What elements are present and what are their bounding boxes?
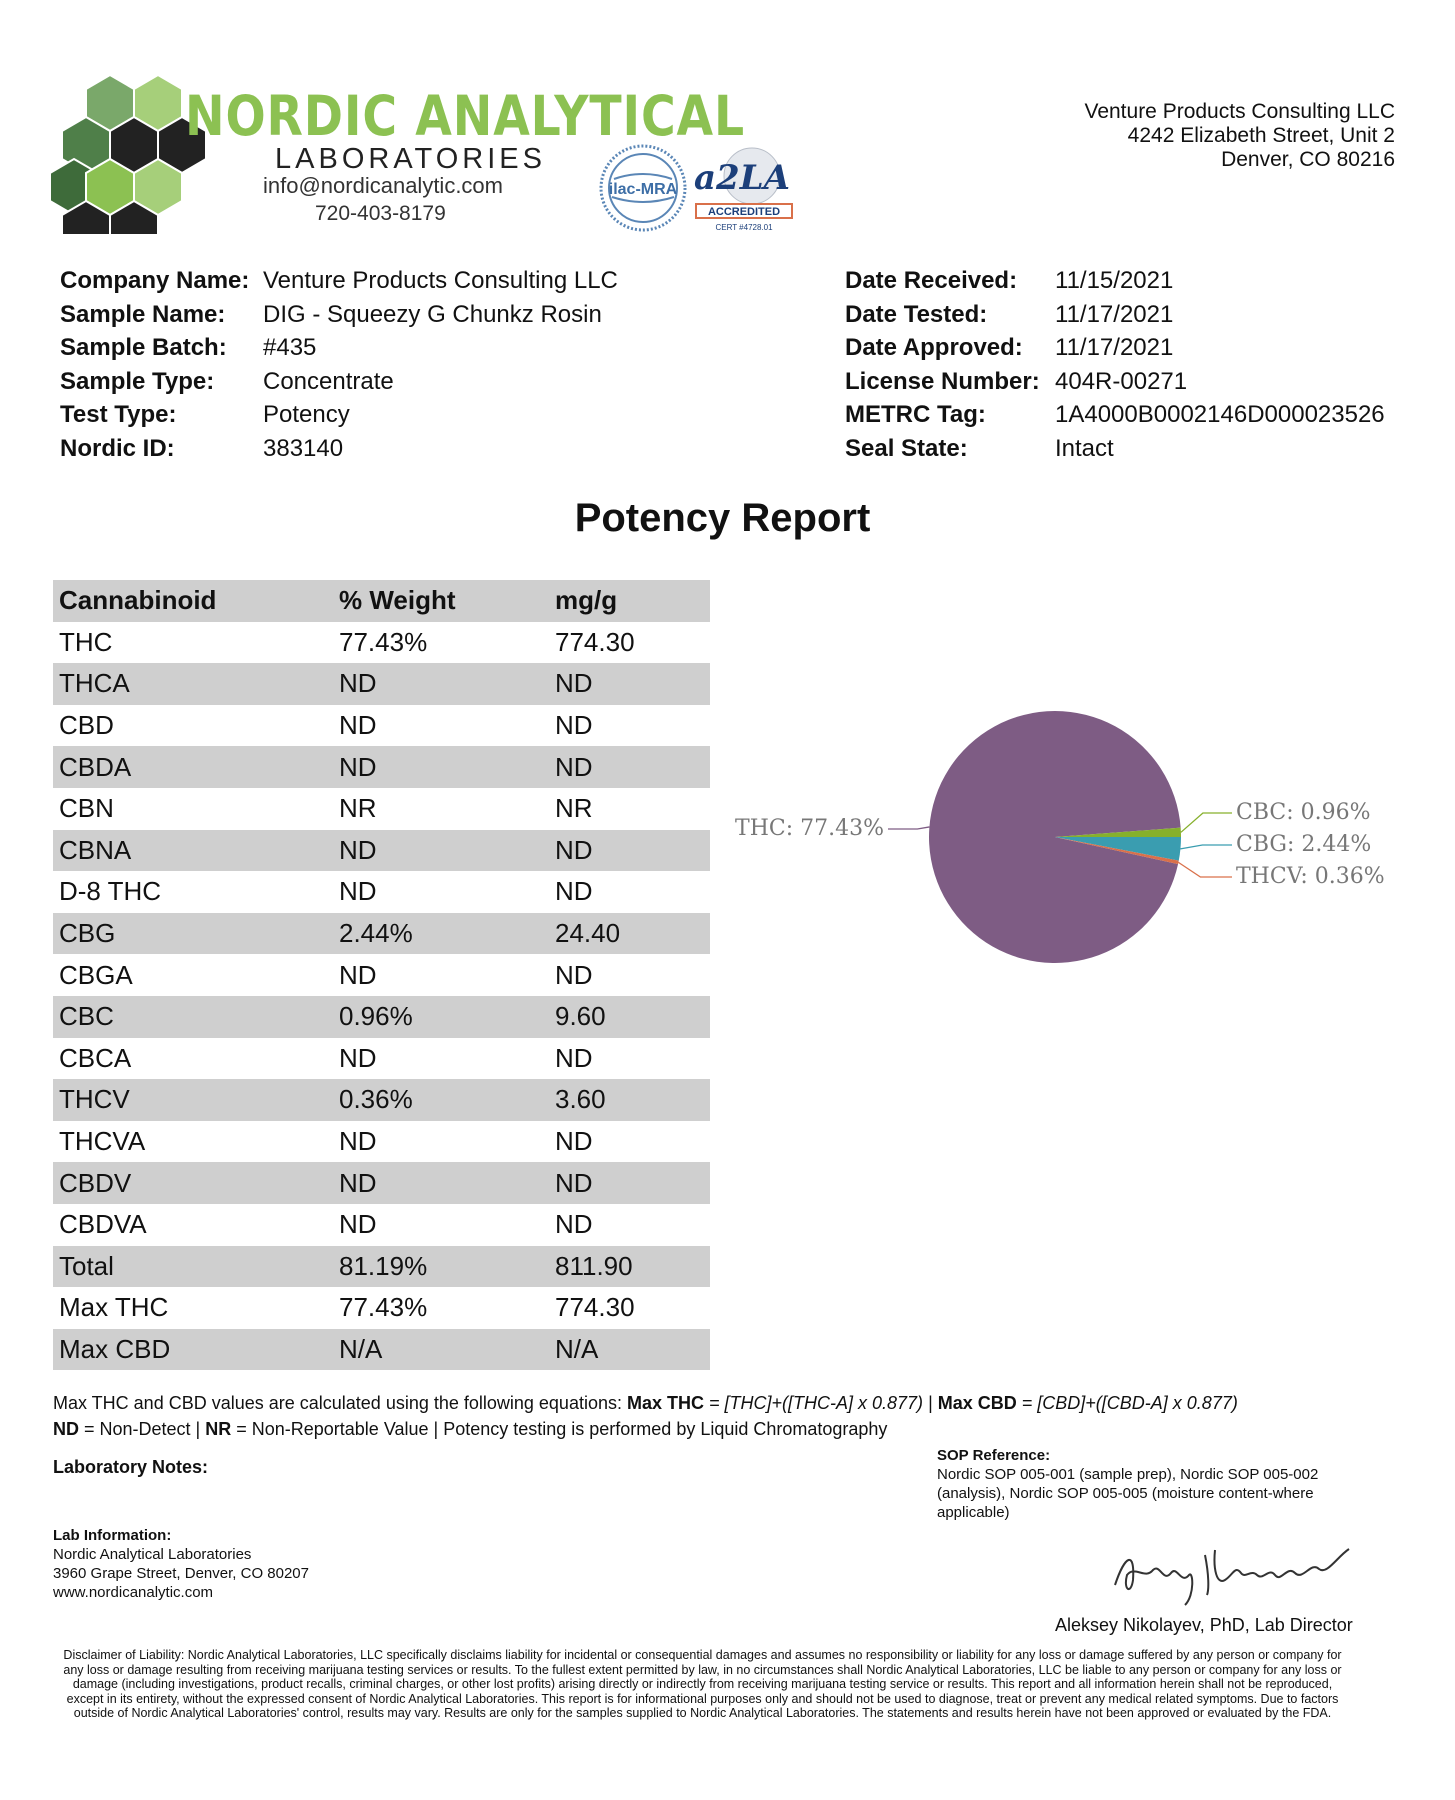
cell-mgg: ND: [555, 668, 593, 699]
sample-info-right-label-4: METRC Tag:: [845, 401, 986, 429]
nd-text: = Non-Detect |: [79, 1419, 206, 1439]
cell-mgg: ND: [555, 710, 593, 741]
eq-thc-formula: = [THC]+([THC-A] x 0.877): [704, 1393, 924, 1413]
client-address-line1: 4242 Elizabeth Street, Unit 2: [1127, 124, 1395, 147]
sample-info-right-label-0: Date Received:: [845, 267, 1018, 294]
sample-info-right-value-3: 404R-00271: [1055, 367, 1188, 395]
equation-notes: [53, 1390, 1238, 1442]
cell-cannabinoid: THCA: [59, 668, 130, 699]
cell-weight: ND: [339, 834, 377, 865]
eq-thc-label: Max THC: [626, 1393, 704, 1413]
cell-cannabinoid: CBD: [59, 710, 114, 741]
nd-label: ND: [53, 1419, 79, 1439]
header-mgg: mg/g: [555, 585, 618, 616]
client-name: Venture Products Consulting LLC: [1084, 100, 1395, 123]
cell-mgg: 811.90: [555, 1250, 633, 1281]
ilac-mra-seal: [598, 143, 688, 233]
table-row: [53, 663, 710, 705]
cell-mgg: N/A: [555, 1333, 599, 1364]
cell-cannabinoid: D-8 THC: [59, 876, 162, 907]
cell-mgg: ND: [555, 1167, 593, 1198]
eq-cbd-formula: = [CBD]+([CBD-A] x 0.877): [1016, 1393, 1238, 1413]
table-row: [53, 622, 710, 664]
client-address-line2: Denver, CO 80216: [1221, 148, 1395, 171]
eq-prefix: Max THC and CBD values are calculated using the following equations:: [53, 1393, 627, 1413]
table-row: [53, 996, 710, 1038]
table-row: [53, 871, 710, 913]
report-title: Potency Report: [574, 496, 871, 540]
cell-weight: ND: [339, 1042, 377, 1073]
table-row: [53, 746, 710, 788]
cell-weight: NR: [339, 793, 377, 824]
table-row: [53, 788, 710, 830]
cell-mgg: 9.60: [555, 1001, 606, 1032]
cell-weight: ND: [339, 876, 377, 907]
lab-info-address: 3960 Grape Street, Denver, CO 80207: [53, 1565, 309, 1582]
cell-weight: 77.43%: [339, 626, 428, 657]
cell-cannabinoid: THC: [59, 626, 113, 657]
table-body: [53, 622, 710, 1371]
cell-weight: ND: [339, 959, 377, 990]
sample-info-left-label-5: Nordic ID:: [60, 434, 175, 462]
cell-mgg: ND: [555, 959, 593, 990]
ilac-text: ilac-MRA: [608, 181, 678, 198]
potency-table: [53, 580, 710, 1370]
sample-info-left-value-0: Venture Products Consulting LLC: [263, 267, 618, 294]
sample-info-right-labels: [845, 264, 1040, 466]
sample-info-left-value-4: Potency: [263, 401, 350, 429]
table-row: [53, 1287, 710, 1329]
table-row: [53, 1329, 710, 1371]
table-row: [53, 1079, 710, 1121]
eq-separator: |: [923, 1393, 938, 1413]
cell-weight: N/A: [339, 1333, 383, 1364]
pie-label-cbc: CBC: 0.96%: [1236, 800, 1371, 825]
cell-weight: 0.96%: [339, 1001, 413, 1032]
cell-cannabinoid: THCV: [59, 1084, 130, 1115]
lab-brand-name: NORDIC ANALYTICAL: [185, 84, 746, 148]
cell-weight: ND: [339, 668, 377, 699]
sop-text: Nordic SOP 005-001 (sample prep), Nordic SOP 005-002 (analysis), Nordic SOP 005-005 (moisture content-where applicable): [937, 1466, 1319, 1521]
nr-text: = Non-Reportable Value | Potency testing is performed by Liquid Chromatography: [231, 1419, 888, 1439]
table-row: [53, 913, 710, 955]
cell-cannabinoid: Total: [59, 1250, 114, 1281]
leader-line-cbc: [1181, 813, 1232, 832]
cell-cannabinoid: CBC: [59, 1001, 114, 1032]
cell-cannabinoid: CBCA: [59, 1042, 132, 1073]
lab-info-website: www.nordicanalytic.com: [53, 1584, 214, 1601]
sop-reference: [937, 1446, 1357, 1522]
table-row: [53, 954, 710, 996]
sample-info-right-value-5: Intact: [1055, 434, 1114, 462]
lab-info-name: Nordic Analytical Laboratories: [53, 1546, 252, 1563]
sample-info-left-label-4: Test Type:: [60, 401, 177, 429]
cell-cannabinoid: CBN: [59, 793, 114, 824]
director-signature: [1105, 1535, 1360, 1610]
sample-info-left-label-0: Company Name:: [60, 267, 250, 294]
sample-info-left-label-3: Sample Type:: [60, 367, 215, 395]
lab-email: info@nordicanalytic.com: [263, 173, 503, 198]
potency-pie-chart: [730, 700, 1430, 980]
cell-mgg: ND: [555, 1042, 593, 1073]
lab-director-name: Aleksey Nikolayev, PhD, Lab Director: [1055, 1615, 1353, 1635]
cell-mgg: 24.40: [555, 918, 621, 949]
cell-mgg: 774.30: [555, 1292, 635, 1323]
cell-weight: 81.19%: [339, 1250, 428, 1281]
legend-line: [53, 1416, 1238, 1442]
sample-info-left-value-3: Concentrate: [263, 367, 394, 395]
cell-cannabinoid: CBNA: [59, 834, 132, 865]
cell-mgg: ND: [555, 876, 593, 907]
cell-cannabinoid: CBDV: [59, 1167, 132, 1198]
cell-cannabinoid: CBDA: [59, 751, 132, 782]
cell-mgg: ND: [555, 834, 593, 865]
lab-brand-subtitle: LABORATORIES: [275, 143, 546, 175]
sample-info-right-label-2: Date Approved:: [845, 334, 1023, 362]
sample-info-right-label-5: Seal State:: [845, 434, 968, 462]
lab-info-title: Lab Information:: [53, 1527, 172, 1544]
cell-weight: ND: [339, 1126, 377, 1157]
accredited-text: ACCREDITED: [707, 206, 781, 218]
table-row: [53, 1162, 710, 1204]
cert-number: CERT #4728.01: [715, 223, 773, 232]
cell-mgg: ND: [555, 1209, 593, 1240]
pie-label-thc: THC: 77.43%: [735, 816, 884, 841]
table-row: [53, 830, 710, 872]
sample-info-left-labels: [60, 264, 249, 466]
svg-text:a2LA: a2LA: [694, 158, 790, 198]
cell-cannabinoid: Max CBD: [59, 1333, 171, 1364]
sample-info-left-values: [263, 264, 618, 466]
sample-info-right-values: [1055, 264, 1385, 466]
eq-cbd-label: Max CBD: [937, 1393, 1017, 1413]
sample-info-left-value-2: #435: [263, 334, 317, 362]
sample-info-right-label-1: Date Tested:: [845, 300, 988, 328]
sample-info-right-value-1: 11/17/2021: [1055, 300, 1174, 328]
sample-info-left-label-2: Sample Batch:: [60, 334, 227, 362]
header-cannabinoid: Cannabinoid: [59, 585, 217, 616]
sample-info-left-value-5: 383140: [263, 434, 344, 462]
table-row: [53, 1246, 710, 1288]
client-address-block: [1084, 100, 1395, 172]
sop-title: SOP Reference:: [937, 1447, 1051, 1464]
cell-weight: ND: [339, 751, 377, 782]
cell-cannabinoid: CBG: [59, 918, 116, 949]
cell-mgg: 3.60: [555, 1084, 606, 1115]
sample-info-right-label-3: License Number:: [845, 367, 1040, 395]
cell-cannabinoid: Max THC: [59, 1292, 169, 1323]
cell-cannabinoid: THCVA: [59, 1126, 146, 1157]
leader-line-cbg: [1180, 845, 1232, 849]
pie-label-thcv: THCV: 0.36%: [1236, 864, 1385, 889]
laboratory-notes-label: Laboratory Notes:: [53, 1457, 209, 1477]
disclaimer-text: Disclaimer of Liability: Nordic Analytical Laboratories, LLC specifically disclaims liability for incidental or consequential damages and assumes no responsibility or liability for any loss or damage suffered by any person or company for any loss or damage resulting from receiving marijuana testing services or results. To the fullest extent permitted by law, in no circumstances shall Nordic Analytical Laboratories, LLC be liable to any person or company for any loss or damage (including investigations, product recalls, criminal charges, or other lost profits) arising directly or indirectly from receiving marijuana testing service or results. This report and all information herein shall not be reproduced, except in its entirety, without the expressed consent of Nordic Analytical Laboratories. This report is for informational purposes only and should not be used to diagnose, treat or prevent any medical related symptoms. Due to factors outside of Nordic Analytical Laboratories' control, results may vary. Results are only for the samples supplied to Nordic Analytical Laboratories. The statements and results herein have not been approved or evaluated by the FDA.: [63, 1648, 1342, 1721]
nr-label: NR: [205, 1419, 232, 1439]
cell-cannabinoid: CBDVA: [59, 1209, 147, 1240]
lab-information: [53, 1526, 309, 1602]
cell-mgg: 774.30: [555, 626, 635, 657]
cell-weight: 77.43%: [339, 1292, 428, 1323]
sample-info-right-value-0: 11/15/2021: [1055, 267, 1174, 294]
cell-mgg: ND: [555, 1126, 593, 1157]
leader-line-thc: [888, 827, 929, 829]
table-row: [53, 705, 710, 747]
cell-weight: ND: [339, 1209, 377, 1240]
equation-line: [53, 1390, 1238, 1416]
sample-info-left-value-1: DIG - Squeezy G Chunkz Rosin: [263, 300, 602, 328]
table-row: [53, 1204, 710, 1246]
leader-line-thcv: [1178, 862, 1232, 877]
table-header-row: [53, 580, 710, 622]
a2la-accredited-seal: [690, 144, 795, 234]
cell-weight: ND: [339, 1167, 377, 1198]
cell-mgg: NR: [555, 793, 593, 824]
pie-label-cbg: CBG: 2.44%: [1236, 832, 1372, 857]
cell-weight: 2.44%: [339, 918, 413, 949]
cell-cannabinoid: CBGA: [59, 959, 133, 990]
cell-mgg: ND: [555, 751, 593, 782]
sample-info-right-value-4: 1A4000B0002146D000023526: [1055, 401, 1385, 429]
sample-info-left-label-1: Sample Name:: [60, 300, 226, 328]
table-row: [53, 1121, 710, 1163]
cell-weight: 0.36%: [339, 1084, 413, 1115]
lab-phone: 720-403-8179: [315, 202, 446, 225]
sample-info-right-value-2: 11/17/2021: [1055, 334, 1174, 362]
header-weight: % Weight: [339, 585, 456, 616]
cell-weight: ND: [339, 710, 377, 741]
table-row: [53, 1038, 710, 1080]
